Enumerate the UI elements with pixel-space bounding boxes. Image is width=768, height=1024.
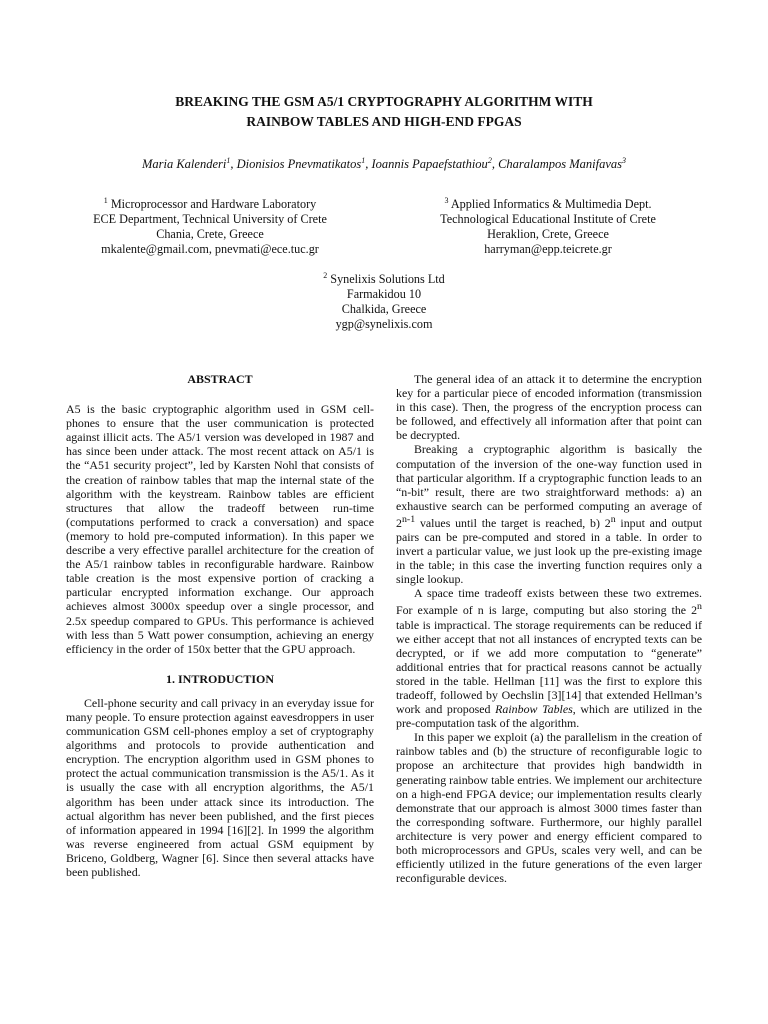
affiliation-1	[60, 193, 360, 257]
body-paragraph	[396, 586, 702, 730]
title-line-2: RAINBOW TABLES AND HIGH-END FPGAS	[246, 114, 522, 129]
affiliation-2	[234, 268, 534, 332]
author-affil-mark: 3	[622, 156, 627, 165]
affil-mark: 3	[444, 196, 449, 205]
author-affil-mark: 1	[361, 156, 366, 165]
affiliation-3	[382, 193, 714, 257]
affil-line: Applied Informatics & Multimedia Dept.	[450, 197, 652, 212]
italic-term: Rainbow Tables	[495, 702, 573, 717]
body-paragraph: The general idea of an attack it to determine the encryption key for a particular piece of encoded information (transmission in this case). Then, the progress of the encryption process can be followed, and effectively all information after that point can be decrypted.	[396, 372, 702, 443]
author-list: Maria Kalenderi$^1$, Dionisios Pnevmatikatos$^1$, Ioannis Papaefstathiou$^2$, Charalampos Manifavas$^3$	[141, 156, 627, 172]
affil-mark: 1	[103, 196, 108, 205]
author-affil-mark: 2	[487, 156, 492, 165]
superscript: n-1	[401, 513, 416, 525]
body-paragraph	[396, 442, 702, 586]
text-run: A space time tradeoff exists between these two extremes. For example of n is large, computing but also storing the 2	[396, 586, 702, 618]
affil-line: Heraklion, Crete, Greece	[487, 227, 609, 242]
affil-mark: 2	[323, 271, 328, 280]
affil-line: Microprocessor and Hardware Laboratory	[110, 197, 317, 212]
affil-line: Chania, Crete, Greece	[156, 227, 264, 242]
abstract-text: A5 is the basic cryptographic algorithm used in GSM cell-phones to ensure that the user communication is protected against illicit acts. The A5/1 version was developed in 1987 and has since been under attack. The most recent attack on A5/1 is the “A51 security project”, led by Karsten Nohl that consists of the creation of rainbow tables that map the internal state of the algorithm with the keystream. Rainbow tables are efficient structures that allow the tradeoff between run-time (computations performed to crack a conversation) and space (memory to hold pre-computed information). In this paper we describe a very effective parallel architecture for the creation of the A5/1 rainbow tables in reconfigurable hardware. Rainbow table creation is the most expensive portion of cracking a particular encrypted information exchange. Our approach achieves almost 3000x speedup over a single processor, and 2.5x speedup compared to GPUs. This performance is achieved with less than 5 Watt power consumption, achieving an energy efficiency in the order of 150x better that the GPU approach.	[66, 402, 374, 656]
title-line-1: BREAKING THE GSM A5/1 CRYPTOGRAPHY ALGORITHM WITH	[175, 94, 593, 109]
author-affil-mark: 1	[226, 156, 231, 165]
superscript: n	[610, 513, 616, 525]
text-run: values until the target is reached, b) 2	[415, 515, 611, 530]
affil-line: Farmakidou 10	[346, 287, 422, 302]
affil-line: Synelixis Solutions Ltd	[330, 272, 445, 287]
text-run: input and output pairs can be pre-computed and stored in a table. In order to invert a particular value, we just look up the pre-existing image in the table; in this case the inverting function requires only a single lookup.	[396, 515, 702, 587]
text-run: table is impractical. The storage requirements can be reduced if we either accept that not all instances of encrypted texts can be decrypted, or if we add more computation to “generate” additional entries that for practical reasons cannot be actually stored in the table. Hellman [11] was the first to explore this tradeoff, followed by Oechslin [3][14] that extended Hellman’s work and proposed	[396, 617, 702, 717]
superscript: n	[697, 601, 702, 613]
left-column	[66, 372, 374, 879]
affil-line: Technological Educational Institute of Crete	[440, 212, 656, 227]
affil-line: Chalkida, Greece	[341, 302, 427, 317]
introduction-text: Cell-phone security and call privacy in an everyday issue for many people. To ensure protection against eavesdroppers in user communication GSM cell-phones employ a set of cryptography algorithms and protocols to provide authentication and encryption. The encryption algorithm used in GSM phones to protect the actual communication transmission is the A5/1. As it is usually the case with all encryption algorithms, the A5/1 algorithm has been under attack since its introduction. The actual algorithm has never been published, and the first pieces of information appeared in 1994 [16][2]. In 1999 the algorithm was reverse engineered from actual GSM equipment by Briceno, Goldberg, Wagner [6]. Since then several attacks have been published.	[66, 695, 374, 879]
body-paragraph: In this paper we exploit (a) the parallelism in the creation of rainbow tables and (b) the structure of reconfigurable logic to propose an architecture that provides high bandwidth in generating rainbow table entries. We implement our architecture on a high-end FPGA device; our implementation results clearly demonstrate that our approach is almost 3000 times faster than the corresponding software. Furthermore, our highly parallel architecture is very power and energy efficient compared to both microprocessors and GPUs, scales very well, and can be efficiently utilized in the future generations of the even larger reconfigurable devices.	[396, 730, 702, 886]
paper-title	[60, 92, 708, 132]
author-name: Maria Kalenderi	[141, 157, 227, 172]
affil-email: harryman@epp.teicrete.gr	[484, 242, 612, 257]
affil-email: mkalente@gmail.com, pnevmati@ece.tuc.gr	[101, 242, 319, 257]
affil-email: ygp@synelixis.com	[335, 317, 433, 332]
text-run: Breaking a cryptographic algorithm is basically the computation of the inversion of the one-way function used in that particular algorithm. If a cryptographic function leads to an “n-bit” result, there are two straightforward methods: a) an exhaustive search can be performed computing an average of 2	[396, 442, 702, 530]
author-name: Charalampos Manifavas	[498, 157, 623, 172]
right-column	[396, 372, 702, 885]
author-name: Dionisios Pnevmatikatos	[236, 157, 362, 172]
abstract-heading: ABSTRACT	[187, 372, 253, 386]
affil-line: ECE Department, Technical University of Crete	[93, 212, 327, 227]
text-run: , which are utilized in the pre-computation task of the algorithm.	[396, 702, 702, 731]
introduction-heading: 1. INTRODUCTION	[165, 671, 274, 686]
author-name: Ioannis Papaefstathiou	[371, 157, 488, 172]
